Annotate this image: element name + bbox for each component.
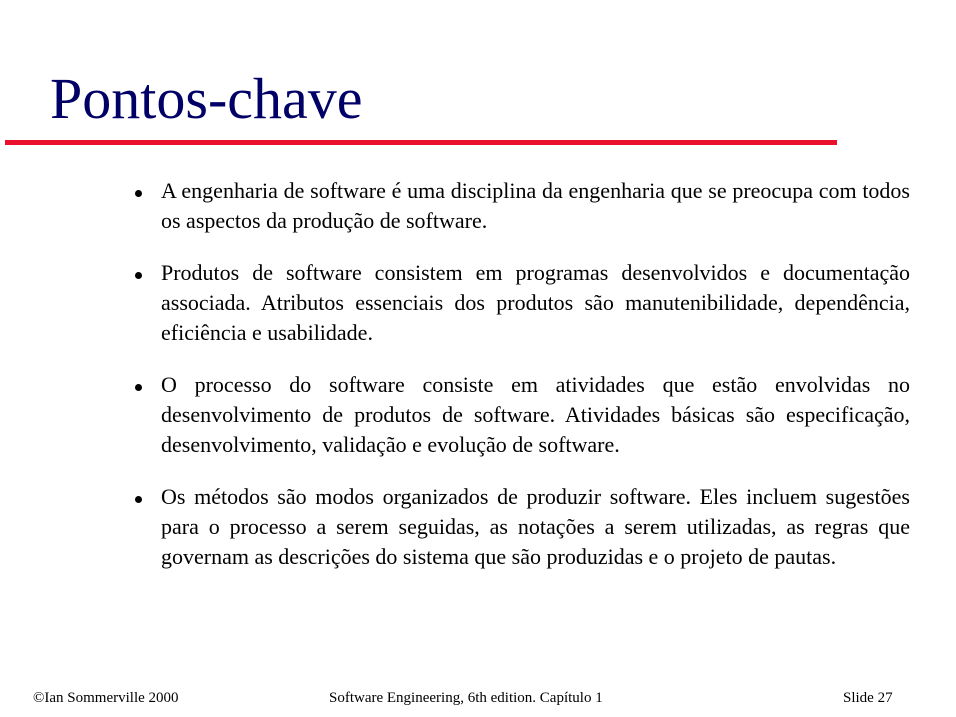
title-underline-rule (5, 140, 837, 145)
bullet-dot-icon (135, 272, 142, 279)
key-point-text: O processo do software consiste em atividades que estão envolvidas no desenvolvimento de produtos de software. Atividades básicas são especificação, desenvolvimento, validação e evolução de software. (161, 372, 910, 457)
slide-title: Pontos-chave (50, 66, 363, 131)
footer-copyright: ©Ian Sommerville 2000 (33, 690, 179, 706)
key-point-item (0, 258, 956, 348)
bullet-dot-icon (135, 496, 142, 503)
key-point-item (0, 176, 956, 236)
footer-book-title: Software Engineering, 6th edition. Capítulo 1 (329, 690, 603, 706)
key-point-item (0, 370, 956, 460)
bullet-dot-icon (135, 190, 142, 197)
key-point-text: Produtos de software consistem em programas desenvolvidos e documentação associada. Atributos essenciais dos produtos são manutenibilidade, dependência, eficiência e usabilidade. (161, 260, 910, 345)
footer-slide-number: Slide 27 (843, 690, 893, 706)
key-point-text: Os métodos são modos organizados de produzir software. Eles incluem sugestões para o processo a serem seguidas, as notações a serem utilizadas, as regras que governam as descrições do sistema que são produzidas e o projeto de pautas. (161, 484, 910, 569)
key-point-text: A engenharia de software é uma disciplina da engenharia que se preocupa com todos os aspectos da produção de software. (161, 178, 910, 233)
key-points-list (0, 176, 956, 594)
key-point-item (0, 482, 956, 572)
bullet-dot-icon (135, 384, 142, 391)
